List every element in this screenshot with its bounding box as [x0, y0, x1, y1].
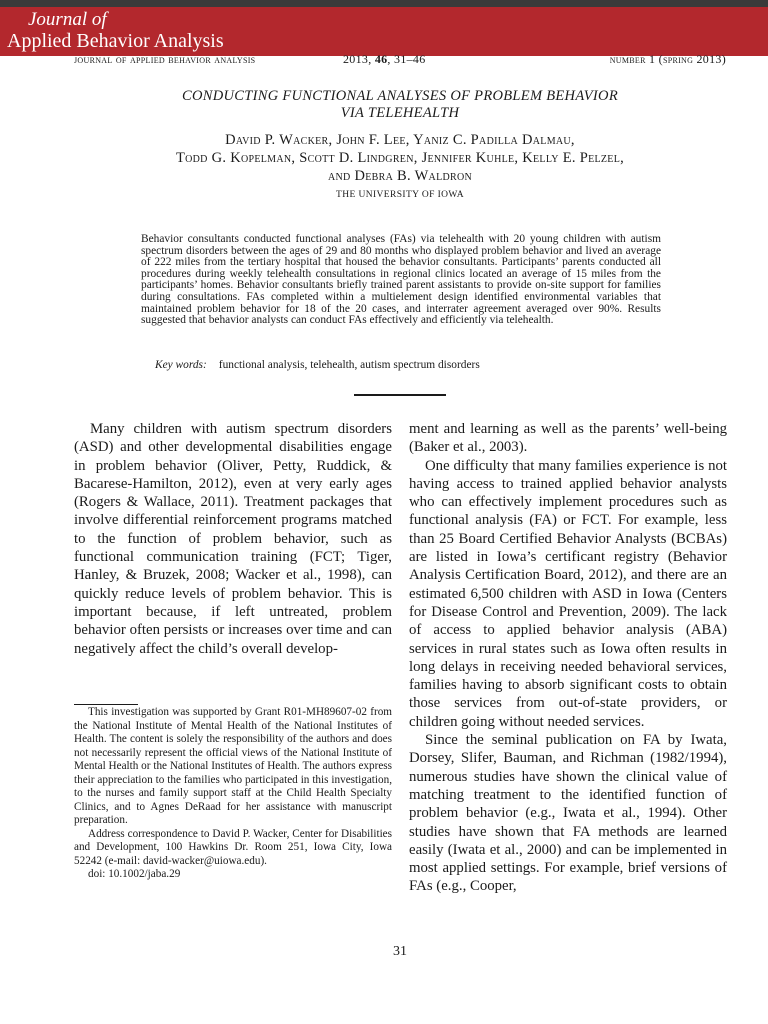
title-line-1: CONDUCTING FUNCTIONAL ANALYSES OF PROBLEM BEHAVIOR — [182, 88, 618, 104]
abstract: Behavior consultants conducted functional analyses (FAs) via telehealth with 20 young children with autism spectrum disorders between the ages of 29 and 80 months who displayed problem behavior and lived an average of 222 miles from the tertiary hospital that housed the behavior consultants. Participants’ parents conducted all procedures during weekly telehealth consultations in regional clinics located an average of 15 miles from the participants’ homes. Behavior consultants briefly trained parent assistants to provide on-site support for families during consultations. FAs completed within a multielement design identified environmental variables that maintained problem behavior for 18 of the 20 cases, and interrater agreement averaged over 90%. Results suggested that behavior analysts can conduct FAs effectively and efficiently via telehealth. — [141, 233, 661, 327]
running-head-issue: number 1 (spring 2013) — [609, 52, 726, 66]
body-paragraph: One difficulty that many families experience is not having access to trained applied behavior analysts who can effectively implement procedures such as functional analysis (FA) or FCT. For example, less than 25 Board Certified Behavior Analysts (BCBAs) are listed in Iowa’s certificant registry (Behavior Analysis Certification Board, 2012), and there are an estimated 6,500 children with ASD in Iowa (Centers for Disease Control and Prevention, 2009). The lack of access to applied behavior analysis (ABA) services in rural states such as Iowa often results in long delays in receiving needed behavioral services, families having to absorb significant costs to obtain those services from out-of-state providers, or children going without needed services. — [409, 457, 727, 730]
top-stripe — [0, 0, 768, 7]
authors-line-3: and Debra B. Waldron — [327, 168, 473, 184]
section-divider — [354, 394, 446, 396]
affiliation: THE UNIVERSITY OF IOWA — [336, 190, 464, 200]
running-head-journal: journal of applied behavior analysis — [74, 52, 256, 66]
footnote-funding: This investigation was supported by Grant R01-MH89607-02 from the National Institute of Mental Health of the National Institutes of Health. The content is solely the responsibility of the authors and does not necessarily represent the official views of the National Institute of Mental Health or the National Institutes of Health. The authors express their appreciation to the families who participated in this investigation, to the nurses and family support staff at the Child Health Specialty Clinics, and to Agnes DeRaad for her assistance with manuscript preparation. — [74, 706, 392, 826]
article-title — [74, 88, 726, 122]
journal-logo-line2: Applied Behavior Analysis — [7, 30, 224, 52]
page-number: 31 — [393, 944, 407, 959]
running-head — [74, 52, 726, 68]
footnote-correspondence: Address correspondence to David P. Wacker, Center for Disabilities and Development, 100 Hawkins Dr. Room 251, Iowa City, Iowa 52242 (e-mail: david-wacker@uiowa.edu). — [74, 827, 392, 867]
keywords-label: Key words: — [155, 359, 207, 371]
journal-banner — [0, 7, 768, 56]
footnote-doi: doi: 10.1002/jaba.29 — [88, 868, 181, 880]
body-column-right — [409, 420, 727, 896]
body-paragraph: ment and learning as well as the parents’ well-being (Baker et al., 2003). — [409, 421, 727, 456]
footnote-rule — [74, 704, 138, 705]
author-list — [74, 131, 726, 185]
keywords-text: functional analysis, telehealth, autism spectrum disorders — [218, 359, 480, 371]
title-line-2: VIA TELEHEALTH — [340, 105, 460, 121]
keywords — [155, 359, 661, 371]
footnotes — [74, 706, 392, 882]
volume-number: 46 — [374, 52, 388, 66]
authors-line-1: David P. Wacker, John F. Lee, Yaniz C. Padilla Dalmau, — [225, 132, 575, 148]
body-paragraph: Many children with autism spectrum disorders (ASD) and other developmental disabilities engage in problem behavior (Oliver, Petty, Ruddick, & Bacarese-Hamilton, 2012), even at very early ages (Rogers & Wallace, 2011). Treatment packages that involve differential reinforcement programs matched to the function of problem behavior, such as functional communication training (FCT; Tiger, Hanley, & Bruzek, 2008; Wacker et al., 1998), can quickly reduce levels of problem behavior. This is important because, if left untreated, problem behavior often persists or increases over time and can negatively affect the child’s overall develop- — [74, 421, 392, 657]
body-column-left — [74, 420, 392, 658]
body-paragraph: Since the seminal publication on FA by Iwata, Dorsey, Slifer, Bauman, and Richman (1982/1994), numerous studies have shown the clinical value of matching treatment to the identified function of problem behavior (e.g., Iwata et al., 1994). Other studies have shown that FA methods are learned easily (Iwata et al., 2000) and can be implemented in most applied settings. For example, brief versions of FAs (e.g., Cooper, — [409, 732, 727, 895]
authors-line-2: Todd G. Kopelman, Scott D. Lindgren, Jennifer Kuhle, Kelly E. Pelzel, — [175, 150, 625, 166]
running-head-citation: 2013, 46, 31–46 — [343, 52, 426, 66]
journal-logo-line1: Journal of — [28, 9, 107, 30]
